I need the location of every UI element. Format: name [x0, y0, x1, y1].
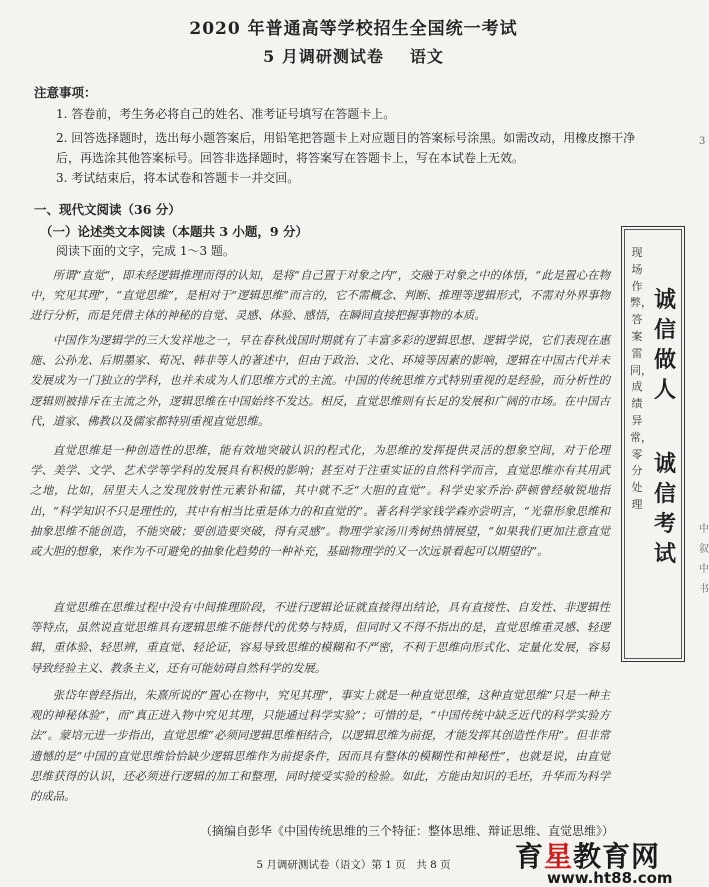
integrity-slogan: 诚信考试 — [653, 451, 676, 567]
integrity-slogan: 诚信做人 — [653, 287, 676, 403]
page-footer: 5 月调研测试卷（语文）第 1 页 共 8 页 — [256, 859, 451, 871]
exam-title: 2020 年普通高等学校招生全国统一考试 — [189, 19, 518, 39]
reading-instruction: 阅读下面的文字，完成 1～3 题。 — [56, 244, 235, 258]
notice-item: 3. 考试结束后，将本试卷和答题卡一并交回。 — [56, 171, 300, 185]
passage-paragraph: 直觉思维是一种创造性的思维，能有效地突破认识的程式化，为思维的发挥提供灵活的想象空间，对于伦理学、美学、文学、艺术学等学科的发展具有积极的影响；甚至对于注重实证的自然科学而言，直觉思维亦有其用武之地，比如，居里夫人之发现放射性元素钋和镭，其中就不乏“大胆的直觉”。科学史家乔治·萨顿曾经敏锐地指出，“科学知识不只是理性的，其中有相当比重是体力的和直觉的”。著名科学家钱学森亦尝明言，“光靠形象思维和抽象思维不能创造，不能突破；要创造要突破，得有灵感”。物理学家汤川秀树热情展望，“如果我们更加注意直觉或大胆的想象，来作为不可避免的抽象化趋势的一种补充，基础物理学的又一次远景看起可以期望的”。 — [30, 443, 610, 559]
subsection-heading: （一）论述类文本阅读（本题共 3 小题，9 分） — [40, 224, 308, 239]
edge-fragment: 中 — [699, 564, 709, 575]
passage-paragraph: 中国作为逻辑学的三大发祥地之一，早在春秋战国时期就有了丰富多彩的逻辑思想、逻辑学说，它们表现在惠施、公孙龙、后期墨家、荀况、韩非等人的著述中，但由于政治、文化、环境等因素的影响，逻辑在中国古代并未发展成为一门独立的学科，也并未成为人们思维方式的主流。中国的传统思维方式特别重视的是经验，而分析性的逻辑则被排斥在主流之外，逻辑思维在中国始终不发达。相反，直觉思维则有长足的发展和广阔的市场。在中国古代，道家、佛教以及儒家都特别重视直觉思维。 — [30, 333, 610, 428]
edge-fragment: 中 — [699, 524, 709, 535]
edge-fragment: 叙 — [699, 544, 709, 555]
passage-attribution: （摘编自彭华《中国传统思维的三个特征：整体思维、辩证思维、直觉思维》） — [200, 824, 615, 838]
watermark-logo: 育星教育网 www.ht88.com — [515, 840, 673, 887]
integrity-warning-text: 现场作弊，答案雷同，成绩异常，零分处理 — [630, 246, 652, 511]
notice-item: 2. 回答选择题时，选出每小题答案后，用铅笔把答题卡上对应题目的答案标号涂黑。如需改动，用橡皮擦干净后，再选涂其他答案标号。回答非选择题时，将答案写在答题卡上，写在本试卷上无效。 — [56, 131, 636, 165]
integrity-notice-box — [621, 226, 685, 662]
edge-fragment: 书 — [699, 584, 709, 595]
notice-heading: 注意事项： — [34, 85, 97, 100]
watermark-url: www.ht88.com — [547, 869, 673, 887]
passage-paragraph: 直觉思维在思维过程中没有中间推理阶段，不进行逻辑论证就直接得出结论，具有直接性、自发性、非逻辑性等特点，虽然说直觉思维具有逻辑思维不能替代的优势与特质，但同时又不得不指出的是，直觉思维重灵感、轻逻辑，重体验、轻思辨，重直觉、轻论证，容易导致思维的模糊和不严密，不利于思维向形式化、定量化发展，容易导致经验主义、教条主义，还有可能妨碍自然科学的发展。 — [30, 600, 610, 675]
exam-subtitle — [0, 44, 707, 67]
passage-paragraph: 张岱年曾经指出，朱熹所说的“置心在物中，究见其理”，事实上就是一种直觉思维，这种直觉思维“只是一种主观的神秘体验”，而“真正进入物中究见其理，只能通过科学实验”；可惜的是，“中国传统中缺乏近代的科学实验方法”。蒙培元进一步指出，直觉思维“必须同逻辑思维相结合，以逻辑思维为前提，才能发挥其创造性作用”。但非常遗憾的是“中国的直觉思维恰恰缺少逻辑思维作为前提条件，因而具有整体的模糊性和神秘性”，也就是说，由直觉思维获得的认识，还必须进行逻辑的加工和整理，同时接受实验的检验。如此，方能由知识的毛坯，升华而为科学的成品。 — [30, 688, 610, 804]
edge-fragment: 3 — [699, 136, 706, 147]
exam-subtitle-paper: 5 月调研测试卷 — [263, 47, 384, 66]
notice-item: 1. 答卷前，考生务必将自己的姓名、准考证号填写在答题卡上。 — [56, 107, 396, 121]
passage-paragraph: 所谓“直觉”，即未经逻辑推理而得的认知，是将“自己置于对象之内”，交融于对象之中的体悟，“此是置心在物中，究见其理”，“直觉思维”，是相对于“逻辑思维”而言的，它不需概念、判断、推理等逻辑形式，不需对外界事物进行分析，而是凭借主体的神秘的自觉、灵感、体验、感悟，在瞬间直接把握事物的本质。 — [30, 268, 610, 323]
exam-subject: 语文 — [409, 47, 444, 66]
section-heading: 一、现代文阅读（36 分） — [34, 202, 181, 217]
